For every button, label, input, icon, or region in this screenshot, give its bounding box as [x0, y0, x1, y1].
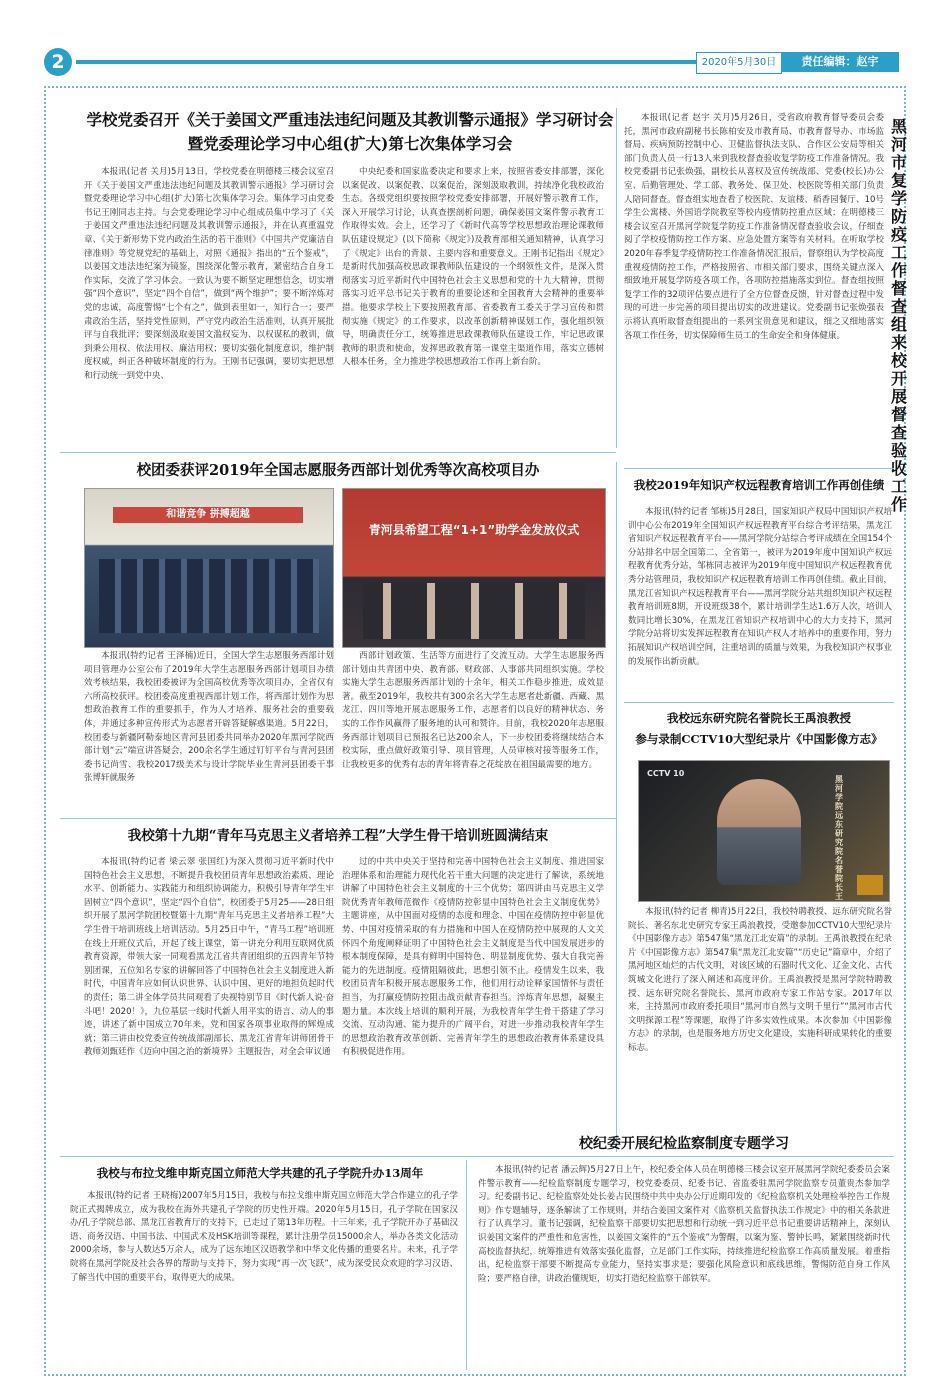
article4-right-column	[342, 856, 604, 1152]
article1-left-text: 本报讯(记者 关月)5月13日，学校党委在明德楼三楼会议室召开《关于姜国文严重违法违纪问题及其教训警示通报》学习研讨会暨党委理论学习中心组(扩大)第七次集体学习会。集体学习由党委书记王刚同志主持。与会党委理论学习中心组成员集中学习了《关于姜国文严重违法违纪问题及其教训警示通报》，并在认真重温党章、《关于新形势下党内政治生活的若干准则》《中国共产党廉洁自律准则》等党规党纪的基础上，对照《通报》指出的“五个鉴戒”，以姜国文违法违纪案为镜鉴，围绕深化警示教育，紧密结合自身工作实际，交流了学习体会。一致认为要不断坚定理想信念，切实增强“四个意识”，坚定“四个自信”，做到“两个维护”；要不断淬炼对党的忠诚，高度警惕“七个有之”，做到表里如一，知行合一；要严肃政治生活，坚持党性原则，严守党内政治生活准则，认真开展批评与自我批评；要深刻汲取姜国文滥权妄为、以权谋私的教训，做到秉公用权、依法用权、廉洁用权；要切实强化制度意识，维护制度权威，纠正各种破坏制度的行为。王刚书记强调，要切实把思想和行动统一到党中央、	[84, 167, 334, 381]
photo-caption: 黑河学院远东研究院名誉院长 王	[835, 775, 843, 901]
column-rule-bottom	[466, 1160, 467, 1370]
article1-left-column	[84, 166, 334, 444]
article4-title: 我校第十九期“青年马克思主义者培养工程”大学生骨干培训班圆满结束	[127, 828, 549, 844]
article1-title-line2: 暨党委理论学习中心组(扩大)第七次集体学习会	[187, 134, 513, 153]
issue-date: 2020年5月30日	[696, 52, 782, 74]
rule-a5-bottom	[624, 702, 894, 703]
article5-text: 本报讯(特约记者 邹栋)5月28日，国家知识产权局中国知识产权培训中心公布2019年全国知识产权远程教育平台综合考评结果，黑龙江省知识产权远程教育平台——黑河学院分站综合考评成绩在全国154个分站排名中居全国第二、全省第一，被评为2019年度中国知识产权远程教育优秀分站，邹栋同志被评为2019年度中国知识产权远程教育优秀分站管理员，我校知识产权远程教育培训工作再创佳绩。截止目前，黑龙江省知识产权远程教育平台——黑河学院分站共组织知识产权远程教育培训班8期，开设班级38个，累计培训学生达1.6万人次，培训人数同比增长30%，在黑龙江省知识产权培训中心的大力支持下，黑河学院分站将切实发挥远程教育在知识产权人才培养中的重要作用，努力拓展知识产权培训空间，注重培训的质量与效果，为我校知识产权事业的发展作出新贡献。	[628, 507, 892, 667]
cctv10-logo: CCTV 10	[647, 769, 685, 778]
column-rule-top	[616, 108, 617, 448]
header-rule	[76, 60, 696, 64]
article8-body	[478, 1164, 890, 1368]
article7-title: 我校与布拉戈维申斯克国立师范大学共建的孔子学院升办13周年	[96, 1166, 424, 1180]
article1-title-line1: 学校党委召开《关于姜国文严重违法违纪问题及其教训警示通报》学习研讨会	[86, 110, 614, 129]
article1-title	[60, 108, 640, 156]
article2-vertical-title: 黑河市复学防疫工作督查组来校开展督查验收工作	[890, 117, 907, 514]
photo-volunteer-meeting	[84, 488, 334, 648]
article7-text: 本报讯(特约记者 王晓梅)2007年5月15日，我校与布拉戈维申斯克国立师范大学合作建立的孔子学院正式揭牌成立，成为我校在海外共建孔子学院的历史性开端。2020年5月15日，孔子学院在国家汉办/孔子学院总部、黑龙江省教育厅的支持下，已走过了第13年历程。十三年来，孔子学院开办了基础汉语、商务汉语、中国书法、中国武术及HSK培训等课程，累计注册学员15000余人，举办各类文化活动2000余场，参与人数达5万余人，成为了远东地区汉语教学和中华文化传播的重要名片。未来，孔子学院将在黑河学院及社会各界的帮助与支持下，努力实现“再一次飞跃”，成为深受民众欢迎的学习汉语、了解当代中国的重要平台，取得更大的成果。	[70, 1191, 458, 1283]
interviewee-figure	[717, 779, 801, 885]
article6-title-line2: 参与录制CCTV10大型纪录片《中国影像方志》	[635, 732, 883, 746]
article6-text: 本报讯(特约记者 柳青)5月22日，我校特聘教授、远东研究院名誉院长、著名东北史研究专家王禹浪教授，受邀参加CCTV10大型纪录片《中国影像方志》第547集“黑龙江北安篇”的录制。王禹浪教授在纪录片《中国影像方志》第547集“黑龙江北安篇”“历史记”篇章中，介绍了黑河地区灿烂的古代文明，对该区域的石器时代文化、辽金文化、古代筑城文化进行了深入阐述和高度评价。王禹浪教授是黑河学院特聘教授、远东研究院名誉院长、黑河市政府专家工作站专家。2017年以来，主持黑河市政府委托项目“黑河市自然与文明千里行”“黑河市古代文明探源工程”等课题，取得了许多实效性成果。本次参加《中国影像方志》的录制，也是服务地方历史文化建设，实施科研成果转化的重要标志。	[628, 907, 892, 1053]
article3-left-text: 本报讯(特约记者 王泽楠)近日，全国大学生志愿服务西部计划项目管理办公室公布了2019年大学生志愿服务西部计划项目办绩效考核结果，我校团委被评为全国高校优秀等次项目办，全省仅有六所高校获评。校团委高度重视西部计划工作，将西部计划作为思想政治教育工作的重要抓手，作为人才培养、服务社会的重要载体，并通过多种宣传形式为志愿者开辟答疑解惑渠道。5月22日，校团委与新疆阿勒泰地区青河县团委共同举办2020年黑河学院西部计划“云”端宣讲答疑会，200余名学生通过钉钉平台与青河县团委书记尚雪、我校2017级美术与设计学院毕业生青河县团委干事张博轩就服务	[84, 651, 334, 784]
page-number: 2	[44, 48, 72, 76]
rule-bottom-section	[60, 1156, 894, 1157]
page-header	[0, 0, 937, 86]
article1-right-text: 中央纪委和国家监委决定和要求上来，按照省委安排部署，深化以案促改、以案促教、以案促治，深刻汲取教训，持续净化我校政治生态。各级党组织要按照学校党委安排部署，开展好警示教育工作，深入开展学习讨论，认真查摆剖析问题，确保姜国文案件警示教育工作取得实效。会上，还学习了《新时代高等学校思想政治理论课教师队伍建设规定》(以下简称《规定》)及教育部相关通知精神，认真学习了《规定》出台的背景、主要内容和重要意义。王刚书记指出《规定》是新时代加强高校思政课教师队伍建设的一个纲领性文件，是深入贯彻落实习近平新时代中国特色社会主义思想和党的十九大精神，贯彻落实习近平总书记关于教育的重要论述和全国教育大会精神的重要举措。他要求学校上下要按照教育部、省委教育工委关于学习宣传和贯彻实施《规定》的工作要求，以改革创新精神谋划工作，强化组织领导，明确责任分工，统筹推进思政课教师队伍建设工作，牢记思政课教师的职责和使命，发挥思政教育第一课堂主渠道作用，落实立德树人根本任务，全力推进学校思想政治工作再上新台阶。	[342, 167, 604, 368]
rule-a3-bottom	[60, 818, 616, 819]
photo-cctv10-interview	[638, 760, 890, 902]
article3-right-text: 西部计划政策、生活等方面进行了交流互动。大学生志愿服务西部计划由共青团中央、教育部、财政部、人事部共同组织实施。学校实施大学生志愿服务西部计划的十余年，相关工作稳步推进，成效显著。截至2019年，我校共有300余名大学生志愿者赴新疆、西藏、黑龙江、四川等地开展志愿服务工作，志愿者们以良好的精神状态、务实的工作作风赢得了服务地的认可和赞许。目前，我校2020年志愿服务西部计划项目已预报名已达200余人，下一步校团委将继续结合本校实际，重点做好政策引导、项目管理，人员审核对接等服务工作，让我校更多的优秀有志的青年将青春之花绽放在祖国最需要的地方。	[342, 651, 604, 770]
rule-a2-bottom	[624, 468, 894, 469]
article1-right-column	[342, 166, 604, 444]
article8-text: 本报讯(特约记者 潘云辉)5月27日上午，校纪委全体人员在明德楼三楼会议室开展黑河学院纪委委员会案件警示教育——纪检监察制度专题学习，校党委委员、纪委书记、省监委驻黑河学院监察专员董贵杰参加学习。纪委副书记、纪检监察处处长姜占民围绕中共中央办公厅近期印发的《纪检监察机关处理检举控告工作规则》作专题辅导，逐条解读了工作规则，并结合姜国文案件对《监察机关监督执法工作规定》中的相关条款进行了认真学习。董书记强调，纪检监察干部要切实把思想和行动统一到习近平总书记重要讲话精神上，深刻认识姜国文案件的严重性和危害性，以姜国文案件的“五个鉴戒”为警醒，以案为鉴、警钟长鸣，紧紧围绕新时代高校监督执纪，统筹推进有效落实强化监督，立足部门工作实际，持续推进纪检监察工作高质量发展。着重指出，纪检监察干部要不断提高专业能力，坚持实事求是；要强化风险意识和底线思维，警惕防范自身工作风险；要严格自律，讲政治懂规矩，切实打造纪检监察干部铁军。	[478, 1165, 890, 1284]
article3-title: 校团委获评2019年全国志愿服务西部计划优秀等次高校项目办	[136, 462, 540, 479]
article2-body	[624, 112, 884, 458]
article6-title-line1: 我校远东研究院名誉院长王禹浪教授	[667, 711, 851, 725]
article5-body	[628, 506, 892, 698]
article4-left-text: 本报讯(特约记者 梁云翠 张国红)为深入贯彻习近平新时代中国特色社会主义思想，不断提升我校团员青年思想政治素质、理论水平、创新能力、实践能力和组织协调能力，积极引导青年学生牢固树立“四个意识”，坚定“四个自信”，校团委于5月25——28日组织开展了黑河学院团校暨第十九期“青年马克思主义者培养工程”大学生骨干培训班线上培训活动。5月25日中午，“青马工程”培训班在线上开班仪式后，开起了线上课堂，第一讲充分利用互联网优质教育资源，带领大家一同观看黑龙江省共青团组织的五四青年节特别团课，五位知名专家的讲解回答了中国特色社会主义制度进入新时代，中国青年应如何认识世界、认识中国、更好的地担负起时代的责任；第二讲全体学员共同观看了央视特别节目《时代新人说·奋斗吧！2020！》，九位基层一线时代新人用平实的语言、动人的事迹，讲述了新中国成立70年来，党和国家各项事业取得的辉煌成就；第三讲由校党委宣传统战部副部长、黑龙江省青年讲师团骨干教师刘甄廷作《迈向中国之治的新境界》主题报告，对全会审议通	[84, 857, 334, 1058]
article7-body	[70, 1190, 458, 1368]
article3-right-column	[342, 650, 604, 814]
column-rule-middle	[616, 462, 617, 1152]
article5-title: 我校2019年知识产权远程教育培训工作再创佳绩	[633, 478, 885, 492]
article6-title	[624, 708, 894, 750]
photo1-banner: 和谐竞争 拼搏超越	[113, 507, 303, 523]
article6-body	[628, 906, 892, 1152]
photo-scholarship-ceremony	[342, 488, 606, 648]
article4-right-text: 过的中共中央关于坚持和完善中国特色社会主义制度、推进国家治理体系和治理能力现代化若干重大问题的决定进行了解读，系统地讲解了中国特色社会主义制度的十三个优势；第四讲由马克思主义学院优秀青年教师范微作《疫情防控彰显中国特色社会主义制度优势》主题讲座，从中国面对疫情的态度和理念、中国在疫情防控中彰显优势、中国对疫情采取的有力措施和中国人在疫情防控中展现的人文关怀四个角度阐释证明了中国特色社会主义制度是当代中国发展进步的根本制度保障，是具有鲜明中国特色、明显制度优势、强大自我完善能力的先进制度。疫情阻隔彼此，思想引领不止。疫情发生以来，我校团员青年积极开展志愿服务工作，他们用行动诠释家国情怀与责任担当，为打赢疫情防控阻击战贡献青春担当。淬炼青年思想，凝聚主题力量。本次线上培训的顺利开展，为我校青年学生骨干搭建了学习交流、互动沟通、能力提升的广阔平台，对进一步推动我校青年学生的思想政治教育改革创新、完善青年学生的思想政治教育体系建设具有积极促进作用。	[342, 857, 604, 1058]
rule-a1-bottom	[60, 452, 616, 453]
article3-left-column	[84, 650, 334, 814]
article2-text: 本报讯(记者 赵宇 关月)5月26日，受省政府教育督导委员会委托，黑河市政府副秘书长陈柏安及市教育局、市教育督导办、市场监督局、疾病预防控制中心、卫健监督执法支队、合作区公安局等相关部门负责人员一行13人来到我校督查验收复学防疫工作准备情况。我校党委副书记张焕强，副校长从喜权及宣传统战部、党委(校长)办公室、后勤管理处、学工部、教务处、保卫处、校医院等相关部门负责人陪同督查。督查组实地查看了校医院、友谊楼、稻香园餐厅、10号学生公寓楼、外国语学院教室等校内疫情防控重点区域；在明德楼三楼会议室召开黑河学院复学防疫工作准备情况督查验收会议，仔细查阅了学校疫情防控工作方案、应急处置方案等有关材料。在听取学校2020年春季复学疫情防控工作准备情况汇报后，督察组认为学校高度重视疫情防控工作，严格按照省、市相关部门要求，围绕关键点深入细致地开展复学防疫各项工作，各项防控措施落实到位。督查组按照复学工作的32项评估要点进行了全方位督查反馈，针对督查过程中发现的可进一步完善的项目提出切实的改进建议。党委副书记张焕强表示将认真听取督查组提出的一系列宝贵意见和建议，细之又细地落实各项工作任务，切实保障师生员工的生命安全和身体健康。	[624, 113, 884, 341]
article8-title: 校纪委开展纪检监察制度专题学习	[579, 1136, 789, 1152]
editor-credit: 责任编辑：赵宇	[781, 52, 899, 72]
photo2-banner: 青河县希望工程“1+1”助学金发放仪式	[368, 523, 580, 537]
article4-left-column	[84, 856, 334, 1152]
